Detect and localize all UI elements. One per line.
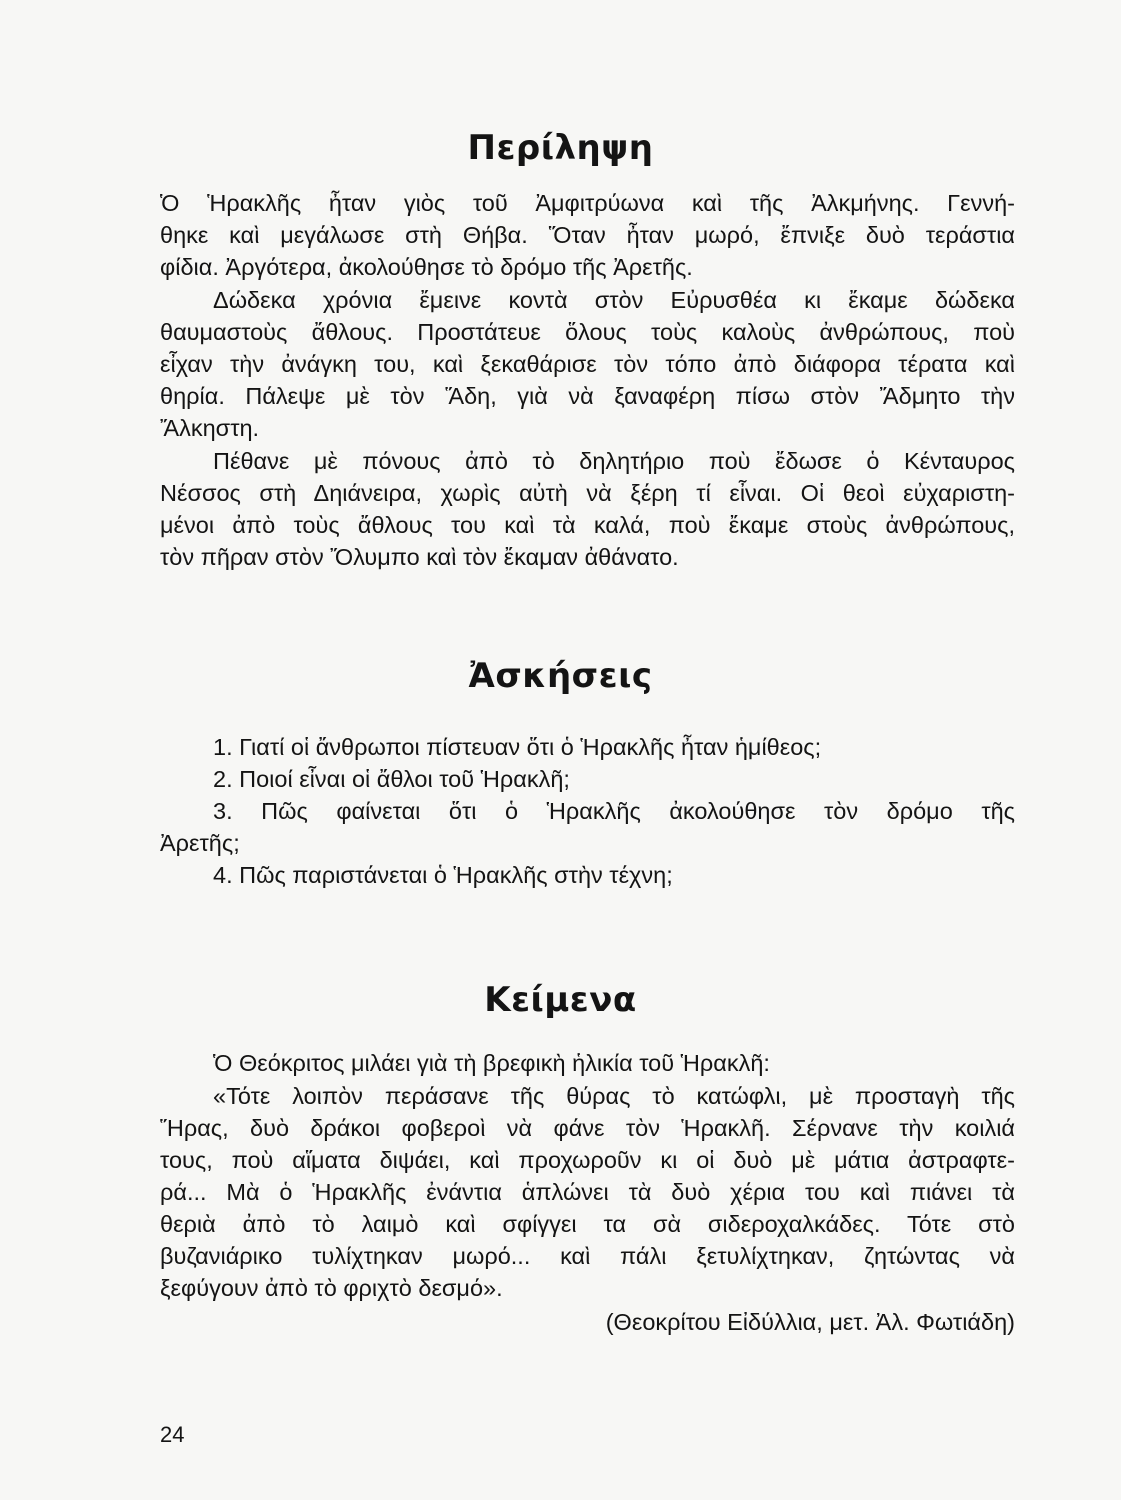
texts-heading: Κείμενα [484,980,637,1020]
exercise-4: 4. Πῶς παριστάνεται ὁ Ἡρακλῆς στὴν τέχνη; [213,862,673,888]
summary-p1-line1: Ὁ Ἡρακλῆς ἦταν γιὸς τοῦ Ἀμφιτρύωνα καὶ τῆς Ἀλκμήνης. Γεννή- [160,190,1015,216]
summary-p3-line1: Πέθανε μὲ πόνους ἀπὸ τὸ δηλητήριο ποὺ ἔδωσε ὁ Κένταυρος [213,448,1015,474]
summary-heading: Περίληψη [467,128,654,168]
exercise-3: 3. Πῶς φαίνεται ὅτι ὁ Ἡρακλῆς ἀκολούθησε τὸν δρόμο τῆς [213,798,1015,824]
exercises-heading: Ἀσκήσεις [468,656,653,696]
summary-p1-line3: φίδια. Ἀργότερα, ἀκολούθησε τὸ δρόμο τῆς Ἀρετῆς. [160,254,693,280]
summary-p2-line5: Ἄλκηστη. [160,415,260,441]
quote-line-2: Ἥρας, δυὸ δράκοι φοβεροὶ νὰ φάνε τὸν Ἡρακλῆ. Σέρνανε τὴν κοιλιά [160,1115,1015,1141]
summary-p2-line4: θηρία. Πάλεψε μὲ τὸν Ἅδη, γιὰ νὰ ξαναφέρη πίσω στὸν Ἄδμητο τὴν [160,383,1015,409]
quote-line-5: θεριὰ ἀπὸ τὸ λαιμὸ καὶ σφίγγει τα σὰ σιδεροχαλκάδες. Τότε στὸ [160,1211,1015,1237]
summary-p1-line2: θηκε καὶ μεγάλωσε στὴ Θήβα. Ὅταν ἦταν μωρό, ἔπνιξε δυὸ τεράστια [160,222,1015,248]
page-number: 24 [160,1422,185,1447]
quote-line-4: ρά... Μὰ ὁ Ἡρακλῆς ἐνάντια ἁπλώνει τὰ δυὸ χέρια του καὶ πιάνει τὰ [160,1179,1015,1205]
quote-citation: (Θεοκρίτου Εἰδύλλια, μετ. Ἀλ. Φωτιάδη) [605,1309,1015,1335]
summary-p3-line3: μένοι ἀπὸ τοὺς ἄθλους του καὶ τὰ καλά, ποὺ ἔκαμε στοὺς ἀνθρώπους, [160,512,1015,538]
quote-line-6: βυζανιάρικο τυλίχτηκαν μωρό... καὶ πάλι ξετυλίχτηκαν, ζητώντας νὰ [160,1243,1015,1269]
exercise-3-continued: Ἀρετῆς; [160,830,240,856]
quote-line-1: «Τότε λοιπὸν περάσανε τῆς θύρας τὸ κατώφλι, μὲ προσταγὴ τῆς [213,1083,1015,1109]
quote-line-7: ξεφύγουν ἀπὸ τὸ φριχτὸ δεσμό». [160,1275,503,1301]
exercise-2: 2. Ποιοί εἶναι οἱ ἄθλοι τοῦ Ἡρακλῆ; [213,766,570,792]
summary-p3-line2: Νέσσος στὴ Δηιάνειρα, χωρὶς αὐτὴ νὰ ξέρη τί εἶναι. Οἱ θεοὶ εὐχαριστη- [160,480,1015,506]
quote-line-3: τους, ποὺ αἵματα διψάει, καὶ προχωροῦν κι οἱ δυὸ μὲ μάτια ἀστραφτε- [160,1147,1015,1173]
summary-p3-line4: τὸν πῆραν στὸν Ὄλυμπο καὶ τὸν ἔκαμαν ἀθάνατο. [160,544,679,570]
summary-p2-line2: θαυμαστοὺς ἄθλους. Προστάτευε ὅλους τοὺς καλοὺς ἀνθρώπους, ποὺ [160,319,1015,345]
texts-intro: Ὁ Θεόκριτος μιλάει γιὰ τὴ βρεφικὴ ἡλικία τοῦ Ἡρακλῆ: [213,1050,770,1076]
summary-p2-line3: εἶχαν τὴν ἀνάγκη του, καὶ ξεκαθάρισε τὸν τόπο ἀπὸ διάφορα τέρατα καὶ [160,351,1015,377]
exercise-1: 1. Γιατί οἱ ἄνθρωποι πίστευαν ὅτι ὁ Ἡρακλῆς ἦταν ἡμίθεος; [213,734,822,760]
summary-p2-line1: Δώδεκα χρόνια ἔμεινε κοντὰ στὸν Εὐρυσθέα κι ἔκαμε δώδεκα [213,287,1015,313]
